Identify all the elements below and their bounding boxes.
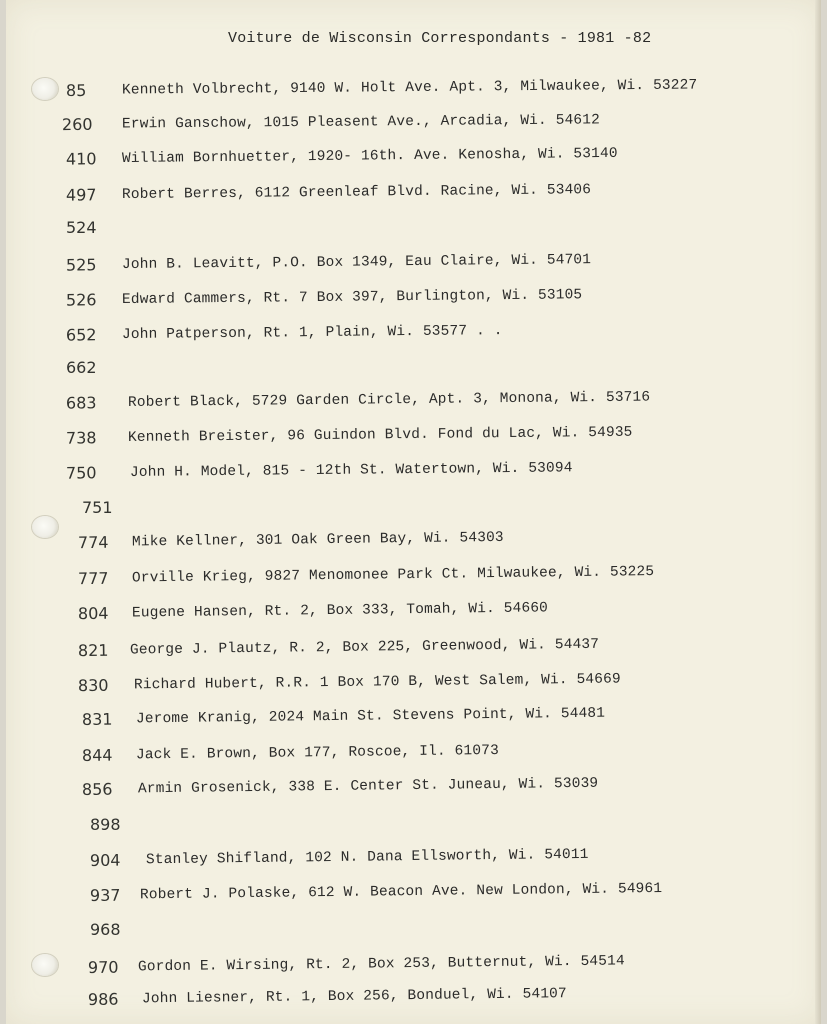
list-item <box>6 701 821 735</box>
member-number: 777 <box>77 568 109 589</box>
list-item <box>6 737 821 771</box>
list-item <box>6 595 821 629</box>
list-item <box>6 318 821 351</box>
member-address: Robert Berres, 6112 Greenleaf Blvd. Racine, Wi. 53406 <box>121 182 592 204</box>
member-number: 970 <box>87 957 119 977</box>
member-address: Eugene Hansen, Rt. 2, Box 333, Tomah, Wi. 54660 <box>131 600 549 622</box>
member-number: 821 <box>77 640 109 661</box>
member-address: George J. Plautz, R. 2, Box 225, Greenwood, Wi. 54437 <box>129 636 600 659</box>
list-item <box>6 498 821 522</box>
list-item <box>6 524 821 558</box>
member-number: 410 <box>65 149 97 169</box>
member-address: Gordon E. Wirsing, Rt. 2, Box 253, Butternut, Wi. 54514 <box>137 953 625 976</box>
list-item <box>6 815 821 839</box>
member-number: 260 <box>61 114 93 135</box>
member-number: 525 <box>65 255 97 275</box>
member-address: John Liesner, Rt. 1, Box 256, Bonduel, Wi. 54107 <box>141 986 567 1008</box>
list-item <box>6 178 821 211</box>
member-number: 524 <box>66 218 97 237</box>
member-address: Armin Grosenick, 338 E. Center St. Juneau, Wi. 53039 <box>137 775 599 798</box>
document-page <box>6 0 821 1024</box>
member-number: 904 <box>89 850 121 870</box>
member-address: Jerome Kranig, 2024 Main St. Stevens Point, Wi. 54481 <box>135 705 606 728</box>
member-number: 774 <box>77 532 109 553</box>
member-number: 856 <box>81 779 113 800</box>
member-address: Jack E. Brown, Box 177, Roscoe, Il. 61073 <box>135 742 499 764</box>
member-address: John H. Model, 815 - 12th St. Watertown, Wi. 53094 <box>129 460 573 481</box>
member-number: 844 <box>81 745 113 766</box>
member-number: 937 <box>89 885 121 905</box>
member-number: 85 <box>65 80 87 101</box>
member-address: William Bornhuetter, 1920- 16th. Ave. Kenosha, Wi. 53140 <box>121 145 618 168</box>
member-address: Robert J. Polaske, 612 W. Beacon Ave. New London, Wi. 54961 <box>139 880 663 904</box>
member-address: Kenneth Breister, 96 Guindon Blvd. Fond du Lac, Wi. 54935 <box>127 424 633 446</box>
member-address: John B. Leavitt, P.O. Box 1349, Eau Claire, Wi. 54701 <box>121 252 592 274</box>
member-number: 830 <box>77 675 109 696</box>
list-item <box>6 456 821 489</box>
member-address: Kenneth Volbrecht, 9140 W. Holt Ave. Apt. 3, Milwaukee, Wi. 53227 <box>121 77 698 99</box>
member-number: 898 <box>90 815 121 834</box>
member-address: Mike Kellner, 301 Oak Green Bay, Wi. 54303 <box>131 529 504 551</box>
member-address: Robert Black, 5729 Garden Circle, Apt. 3, Monona, Wi. 53716 <box>127 389 651 411</box>
member-number: 738 <box>65 428 97 448</box>
list-item <box>6 218 821 242</box>
member-number: 497 <box>65 185 97 205</box>
list-item <box>6 421 821 454</box>
member-number: 662 <box>66 358 97 377</box>
member-address: John Patperson, Rt. 1, Plain, Wi. 53577 . . <box>121 323 503 344</box>
list-item <box>6 560 821 594</box>
member-number: 526 <box>65 290 97 310</box>
list-item <box>6 248 821 281</box>
member-number: 831 <box>81 709 113 730</box>
member-address: Orville Krieg, 9827 Menomonee Park Ct. Milwaukee, Wi. 53225 <box>131 564 655 587</box>
list-item <box>6 283 821 316</box>
member-number: 750 <box>65 463 97 483</box>
member-address: Erwin Ganschow, 1015 Pleasent Ave., Arcadia, Wi. 54612 <box>121 112 601 133</box>
member-address: Edward Cammers, Rt. 7 Box 397, Burlington, Wi. 53105 <box>121 287 583 309</box>
member-address: Stanley Shifland, 102 N. Dana Ellsworth, Wi. 54011 <box>145 846 589 869</box>
list-item <box>6 108 821 139</box>
list-item <box>6 920 821 944</box>
member-number: 986 <box>87 989 119 1009</box>
list-item <box>6 667 821 701</box>
list-item <box>6 877 821 911</box>
member-number: 804 <box>77 603 109 624</box>
member-number: 683 <box>65 393 97 413</box>
list-item <box>6 142 821 175</box>
document-title: Voiture de Wisconsin Correspondants - 1981 -82 <box>228 30 652 47</box>
list-item <box>6 386 821 419</box>
list-item <box>6 949 821 983</box>
member-address: Richard Hubert, R.R. 1 Box 170 B, West Salem, Wi. 54669 <box>133 671 621 694</box>
list-item <box>6 632 821 666</box>
list-item <box>6 771 821 805</box>
list-item <box>6 358 821 382</box>
member-number: 968 <box>90 920 121 939</box>
list-item <box>6 981 821 1015</box>
member-number: 751 <box>82 498 113 517</box>
member-number: 652 <box>65 325 97 345</box>
list-item <box>6 74 821 105</box>
list-item <box>6 842 821 876</box>
